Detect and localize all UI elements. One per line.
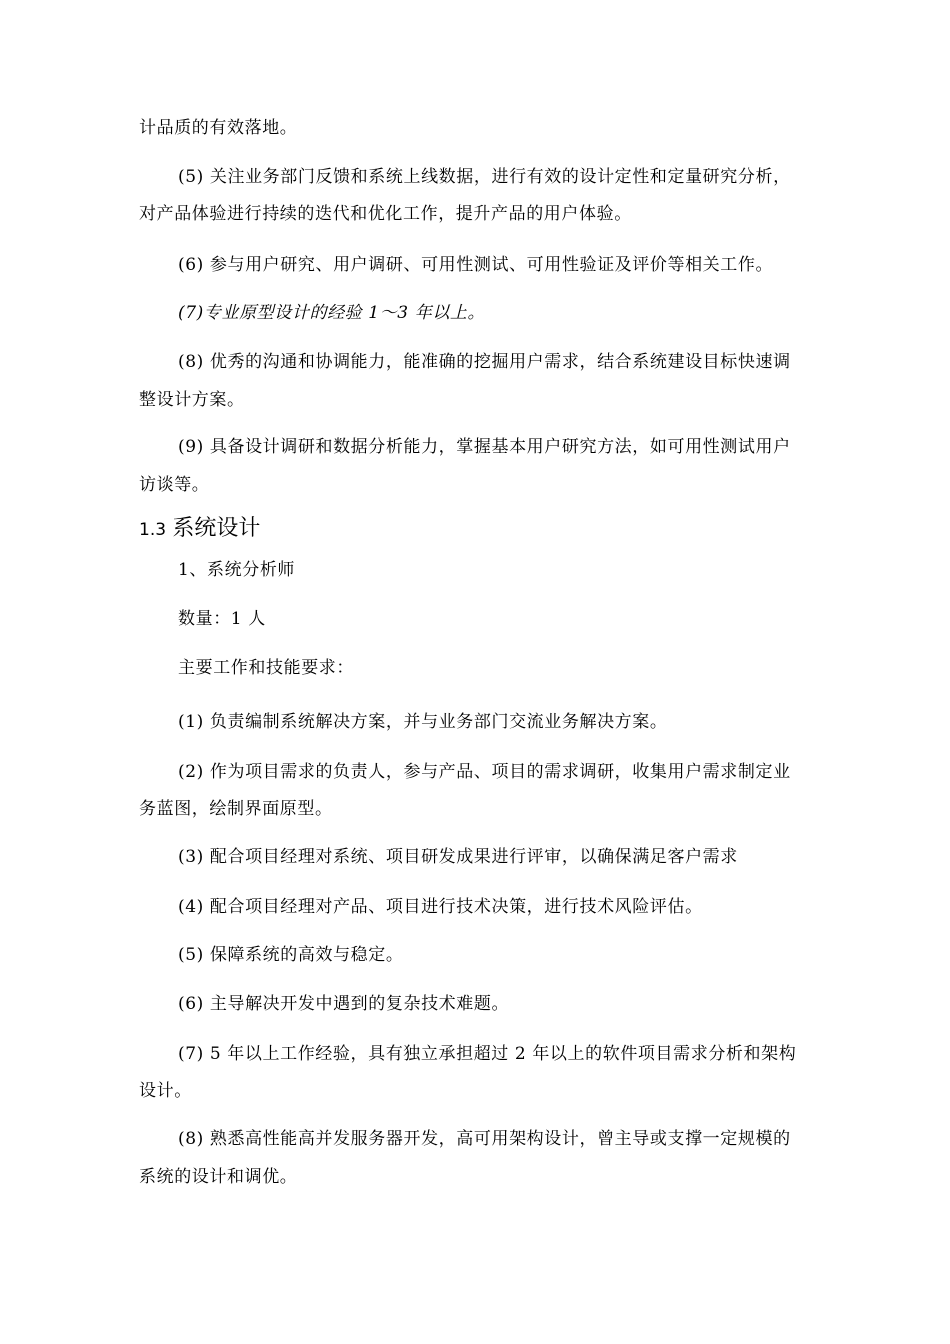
requirement-item-8-line-1: (8) 熟悉高性能高并发服务器开发，高可用架构设计，曾主导或支撑一定规模的 (178, 1129, 791, 1149)
requirement-item-3: (3) 配合项目经理对系统、项目研发成果进行评审，以确保满足客户需求 (178, 847, 738, 867)
list-item-8-line-2: 整设计方案。 (139, 390, 245, 410)
requirement-item-2-line-2: 务蓝图，绘制界面原型。 (139, 799, 333, 819)
requirement-item-6: (6) 主导解决开发中遇到的复杂技术难题。 (178, 994, 510, 1014)
section-title: 系统设计 (172, 516, 261, 541)
section-heading (139, 515, 260, 543)
section-number: 1.3 (139, 520, 167, 540)
requirement-item-8-line-2: 系统的设计和调优。 (139, 1167, 298, 1187)
requirement-item-5: (5) 保障系统的高效与稳定。 (178, 945, 404, 965)
role-count: 数量：1 人 (178, 609, 266, 629)
list-item-9-line-2: 访谈等。 (139, 475, 210, 495)
requirement-item-4: (4) 配合项目经理对产品、项目进行技术决策，进行技术风险评估。 (178, 897, 703, 917)
requirement-item-1: (1) 负责编制系统解决方案，并与业务部门交流业务解决方案。 (178, 712, 668, 732)
list-item-7: (7)专业原型设计的经验 1～3 年以上。 (178, 303, 486, 323)
list-item-6: (6) 参与用户研究、用户调研、可用性测试、可用性验证及评价等相关工作。 (178, 255, 774, 275)
requirement-item-7-line-2: 设计。 (139, 1081, 192, 1101)
requirement-item-7-line-1: (7) 5 年以上工作经验，具有独立承担超过 2 年以上的软件项目需求分析和架构 (178, 1044, 797, 1064)
list-item-8-line-1: (8) 优秀的沟通和协调能力，能准确的挖掘用户需求，结合系统建设目标快速调 (178, 352, 791, 372)
requirement-item-2-line-1: (2) 作为项目需求的负责人，参与产品、项目的需求调研，收集用户需求制定业 (178, 762, 791, 782)
list-item-9-line-1: (9) 具备设计调研和数据分析能力，掌握基本用户研究方法，如可用性测试用户 (178, 437, 791, 457)
requirements-label: 主要工作和技能要求： (178, 658, 354, 678)
list-item-5-line-2: 对产品体验进行持续的迭代和优化工作，提升产品的用户体验。 (139, 204, 632, 224)
list-item-5-line-1: (5) 关注业务部门反馈和系统上线数据，进行有效的设计定性和定量研究分析， (178, 167, 791, 187)
paragraph-continuation: 计品质的有效落地。 (139, 118, 298, 138)
role-title: 1、系统分析师 (178, 560, 296, 580)
